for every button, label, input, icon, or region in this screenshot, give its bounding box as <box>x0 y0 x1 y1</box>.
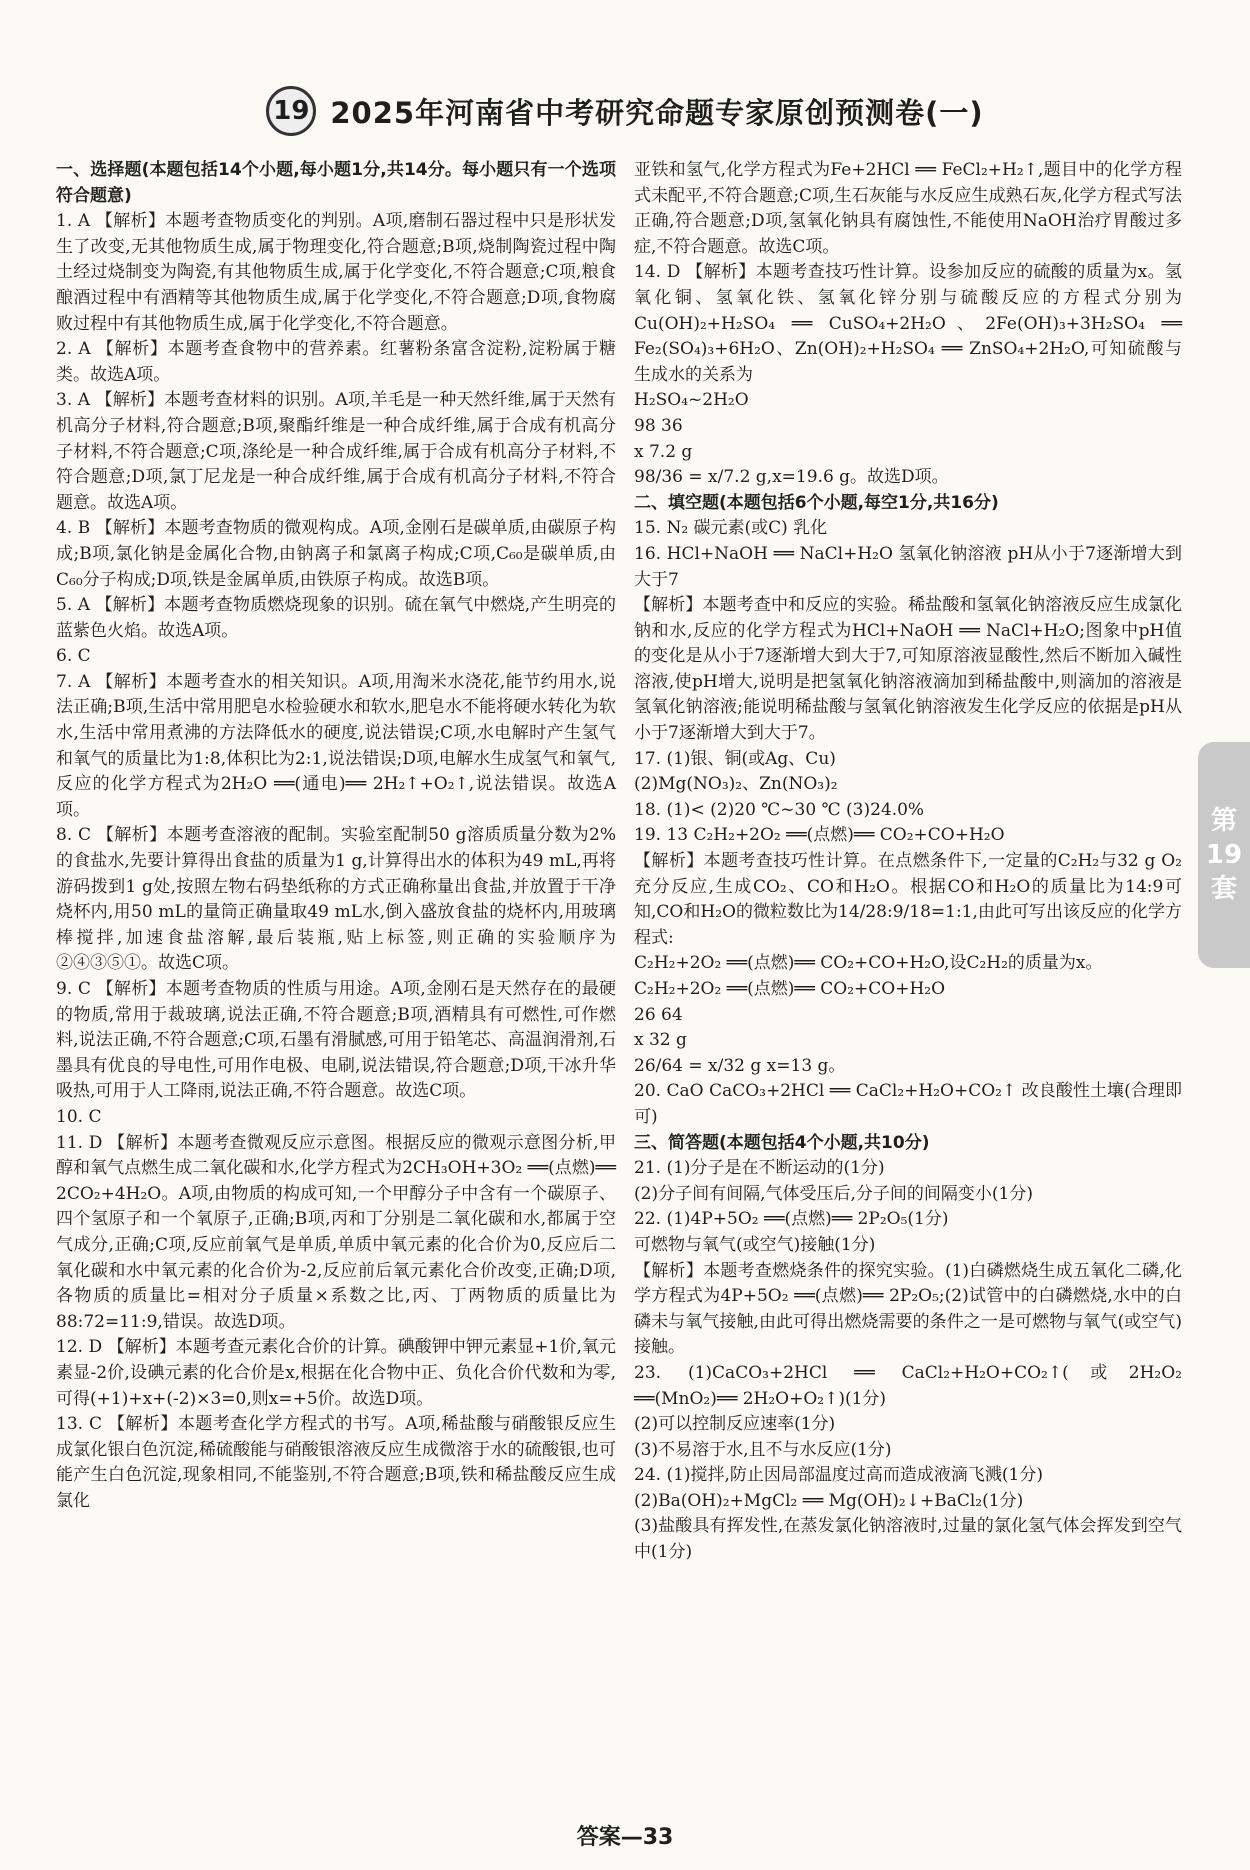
page-footer: 答案—33 <box>576 1825 674 1850</box>
answer-paragraph: 20. CaO CaCO₃+2HCl ══ CaCl₂+H₂O+CO₂↑ 改良酸性土壤(合理即可) <box>634 1081 1182 1127</box>
set-number-badge: 19 <box>266 86 316 136</box>
section-heading: 二、填空题(本题包括6个小题,每空1分,共16分) <box>634 492 999 513</box>
answer-paragraph: x 7.2 g <box>634 441 693 462</box>
answer-paragraph: (3)不易溶于水,且不与水反应(1分) <box>634 1439 892 1460</box>
answer-paragraph: 5. A 【解析】本题考查物质燃烧现象的识别。硫在氧气中燃烧,产生明亮的蓝紫色火焰。故选A项。 <box>56 595 616 641</box>
answer-paragraph: (2)可以控制反应速率(1分) <box>634 1414 836 1435</box>
answer-paragraph: 14. D 【解析】本题考查技巧性计算。设参加反应的硫酸的质量为x。氢氧化铜、氢氧化铁、氢氧化锌分别与硫酸反应的方程式分别为Cu(OH)₂+H₂SO₄ ══ CuSO₄+2H₂O、2Fe(OH)₃+3H₂SO₄ ══ Fe₂(SO₄)₃+6H₂O、Zn(OH)₂+H₂SO₄ ══ ZnSO₄+2H₂O,可知硫酸与生成水的关系为 <box>634 262 1182 385</box>
answer-paragraph: 6. C <box>56 646 91 667</box>
answer-paragraph: (3)盐酸具有挥发性,在蒸发氯化钠溶液时,过量的氯化氢气体会挥发到空气中(1分) <box>634 1516 1182 1563</box>
left-column <box>56 158 616 1514</box>
answer-paragraph: 98 36 <box>634 415 683 436</box>
answer-paragraph: 12. D 【解析】本题考查元素化合价的计算。碘酸钾中钾元素显+1价,氧元素显-2价,设碘元素的化合价是x,根据在化合物中正、负化合价代数和为零,可得(+1)+x+(-2)×3=0,则x=+5价。故选D项。 <box>56 1337 616 1409</box>
side-tab-line-1: 第 <box>1210 806 1237 836</box>
answer-paragraph: H₂SO₄~2H₂O <box>634 390 749 411</box>
answer-paragraph: 亚铁和氢气,化学方程式为Fe+2HCl ══ FeCl₂+H₂↑,题目中的化学方程式未配平,不符合题意;C项,生石灰能与水反应生成熟石灰,化学方程式写法正确,符合题意;D项,氢氧化钠具有腐蚀性,不能使用NaOH治疗胃酸过多症,不符合题意。故选C项。 <box>634 160 1182 257</box>
side-tab-line-3: 套 <box>1210 874 1237 904</box>
answer-paragraph: 22. (1)4P+5O₂ ══(点燃)══ 2P₂O₅(1分) <box>634 1209 949 1230</box>
answer-paragraph: 98/36 = x/7.2 g,x=19.6 g。故选D项。 <box>634 467 949 488</box>
answer-paragraph: (2)Mg(NO₃)₂、Zn(NO₃)₂ <box>634 774 838 795</box>
answer-paragraph: 19. 13 C₂H₂+2O₂ ══(点燃)══ CO₂+CO+H₂O <box>634 825 1005 846</box>
answer-paragraph: 3. A 【解析】本题考查材料的识别。A项,羊毛是一种天然纤维,属于天然有机高分子材料,符合题意;B项,聚酯纤维是一种合成纤维,属于合成有机高分子材料,不符合题意;C项,涤纶是一种合成纤维,属于合成有机高分子材料,不符合题意;D项,氯丁尼龙是一种合成纤维,属于合成有机高分子材料,不符合题意。故选A项。 <box>56 390 616 513</box>
answer-paragraph: 21. (1)分子是在不断运动的(1分) <box>634 1158 885 1179</box>
answer-paragraph: 23. (1)CaCO₃+2HCl ══ CaCl₂+H₂O+CO₂↑(或2H₂O₂ ══(MnO₂)══ 2H₂O+O₂↑)(1分) <box>634 1362 1182 1409</box>
answer-paragraph: (2)分子间有间隔,气体受压后,分子间的间隔变小(1分) <box>634 1183 1033 1204</box>
answer-paragraph: 15. N₂ 碳元素(或C) 乳化 <box>634 518 828 539</box>
answer-paragraph: C₂H₂+2O₂ ══(点燃)══ CO₂+CO+H₂O,设C₂H₂的质量为x。 <box>634 953 1103 974</box>
answer-paragraph: 16. HCl+NaOH ══ NaCl+H₂O 氢氧化钠溶液 pH从小于7逐渐增大到大于7 <box>634 543 1182 590</box>
answer-paragraph: 24. (1)搅拌,防止因局部温度过高而造成液滴飞溅(1分) <box>634 1465 1044 1486</box>
answer-paragraph: 11. D 【解析】本题考查微观反应示意图。根据反应的微观示意图分析,甲醇和氧气点燃生成二氧化碳和水,化学方程式为2CH₃OH+3O₂ ══(点燃)══ 2CO₂+4H₂O。A项,由物质的构成可知,一个甲醇分子中含有一个碳原子、四个氢原子和一个氧原子,正确;B项,丙和丁分别是二氧化碳和水,都属于空气成分,正确;C项,反应前氧气是单质,单质中氧元素的化合价为0,反应后二氧化碳和水中氧元素的化合价为-2,反应前后氧元素化合价改变,正确;D项,各物质的质量比=相对分子质量×系数之比,丙、丁两物质的质量比为88:72=11:9,错误。故选D项。 <box>56 1132 616 1332</box>
answer-paragraph: 【解析】本题考查技巧性计算。在点燃条件下,一定量的C₂H₂与32 g O₂充分反应,生成CO₂、CO和H₂O。根据CO和H₂O的质量比为14:9可知,CO和H₂O的微粒数比为14/28:9/18=1:1,由此可写出该反应的化学方程式: <box>634 851 1182 948</box>
answer-paragraph: 【解析】本题考查中和反应的实验。稀盐酸和氢氧化钠溶液反应生成氯化钠和水,反应的化学方程式为HCl+NaOH ══ NaCl+H₂O;图象中pH值的变化是从小于7逐渐增大到大于7,可知原溶液显酸性,然后不断加入碱性溶液,使pH增大,说明是把氢氧化钠溶液滴加到稀盐酸中,则滴加的溶液是氢氧化钠溶液;能说明稀盐酸与氢氧化钠溶液发生化学反应的依据是pH从小于7逐渐增大到大于7。 <box>634 595 1182 744</box>
answer-paragraph: 可燃物与氧气(或空气)接触(1分) <box>634 1234 876 1255</box>
answer-paragraph: 2. A 【解析】本题考查食物中的营养素。红薯粉条富含淀粉,淀粉属于糖类。故选A项。 <box>56 339 616 385</box>
answer-paragraph: 4. B 【解析】本题考查物质的微观构成。A项,金刚石是碳单质,由碳原子构成;B项,氯化钠是金属化合物,由钠离子和氯离子构成;C项,C₆₀是碳单质,由C₆₀分子构成;D项,铁是金属单质,由铁原子构成。故选B项。 <box>56 518 616 590</box>
answer-paragraph: 10. C <box>56 1106 102 1127</box>
answer-paragraph: 26 64 <box>634 1004 683 1025</box>
answer-paragraph: C₂H₂+2O₂ ══(点燃)══ CO₂+CO+H₂O <box>634 979 946 999</box>
answer-paragraph: 18. (1)< (2)20 ℃~30 ℃ (3)24.0% <box>634 799 925 820</box>
answer-paragraph: 9. C 【解析】本题考查物质的性质与用途。A项,金刚石是天然存在的最硬的物质,常用于裁玻璃,说法正确,不符合题意;B项,酒精具有可燃性,可作燃料,说法正确,不符合题意;C项,石墨有滑腻感,可用于铅笔芯、高温润滑剂,石墨具有优良的导电性,可用作电极、电刷,说法错误,符合题意;D项,干冰升华吸热,可用于人工降雨,说法正确,不符合题意。故选C项。 <box>56 979 616 1102</box>
side-tab <box>1198 742 1250 968</box>
right-column <box>634 158 1182 1566</box>
answer-paragraph: (2)Ba(OH)₂+MgCl₂ ══ Mg(OH)₂↓+BaCl₂(1分) <box>634 1490 1024 1511</box>
answer-paragraph: 13. C 【解析】本题考查化学方程式的书写。A项,稀盐酸与硝酸银反应生成氯化银白色沉淀,稀硫酸能与硝酸银溶液反应生成微溶于水的硫酸银,也可能产生白色沉淀,现象相同,不能鉴别,不符合题意;B项,铁和稀盐酸反应生成氯化 <box>56 1414 616 1511</box>
answer-paragraph: 【解析】本题考查燃烧条件的探究实验。(1)白磷燃烧生成五氧化二磷,化学方程式为4P+5O₂ ══(点燃)══ 2P₂O₅;(2)试管中的白磷燃烧,水中的白磷未与氧气接触,由此可得出燃烧需要的条件之一是可燃物与氧气(或空气)接触。 <box>634 1260 1182 1358</box>
side-tab-line-2: 19 <box>1205 840 1243 870</box>
answer-paragraph: 8. C 【解析】本题考查溶液的配制。实验室配制50 g溶质质量分数为2%的食盐水,先要计算得出食盐的质量为1 g,计算得出水的体积为49 mL,再将游码拨到1 g处,按照左物右码垫纸称的方式正确称量出食盐,并放置于干净烧杯内,用50 mL的量筒正确量取49 mL水,倒入盛放食盐的烧杯内,用玻璃棒搅拌,加速食盐溶解,最后装瓶,贴上标签,则正确的实验顺序为②④③⑤①。故选C项。 <box>56 825 616 974</box>
answer-paragraph: 1. A 【解析】本题考查物质变化的判别。A项,磨制石器过程中只是形状发生了改变,无其他物质生成,属于物理变化,符合题意;B项,烧制陶瓷过程中陶土经过烧制变为陶瓷,有其他物质生成,属于化学变化,不符合题意;C项,粮食酿酒过程中有酒精等其他物质生成,属于化学变化,不符合题意;D项,食物腐败过程中有其他物质生成,属于化学变化,不符合题意。 <box>56 211 616 334</box>
page-header <box>0 86 1250 136</box>
page-title: 2025年河南省中考研究命题专家原创预测卷(一) <box>330 95 984 130</box>
section-heading: 三、简答题(本题包括4个小题,共10分) <box>634 1132 930 1153</box>
answer-paragraph: 17. (1)银、铜(或Ag、Cu) <box>634 748 836 769</box>
answer-paragraph: 7. A 【解析】本题考查水的相关知识。A项,用淘米水浇花,能节约用水,说法正确;B项,生活中常用肥皂水检验硬水和软水,肥皂水不能将硬水转化为软水,生活中常用煮沸的方法降低水的硬度,说法错误;C项,水电解时产生氢气和氧气的质量比为1:8,体积比为2:1,说法错误;D项,电解水生成氢气和氧气,反应的化学方程式为2H₂O ══(通电)══ 2H₂↑+O₂↑,说法错误。故选A项。 <box>56 671 616 820</box>
answer-paragraph: x 32 g <box>634 1030 687 1051</box>
section-heading: 一、选择题(本题包括14个小题,每小题1分,共14分。每小题只有一个选项符合题意) <box>56 160 616 206</box>
answer-paragraph: 26/64 = x/32 g x=13 g。 <box>634 1055 846 1076</box>
